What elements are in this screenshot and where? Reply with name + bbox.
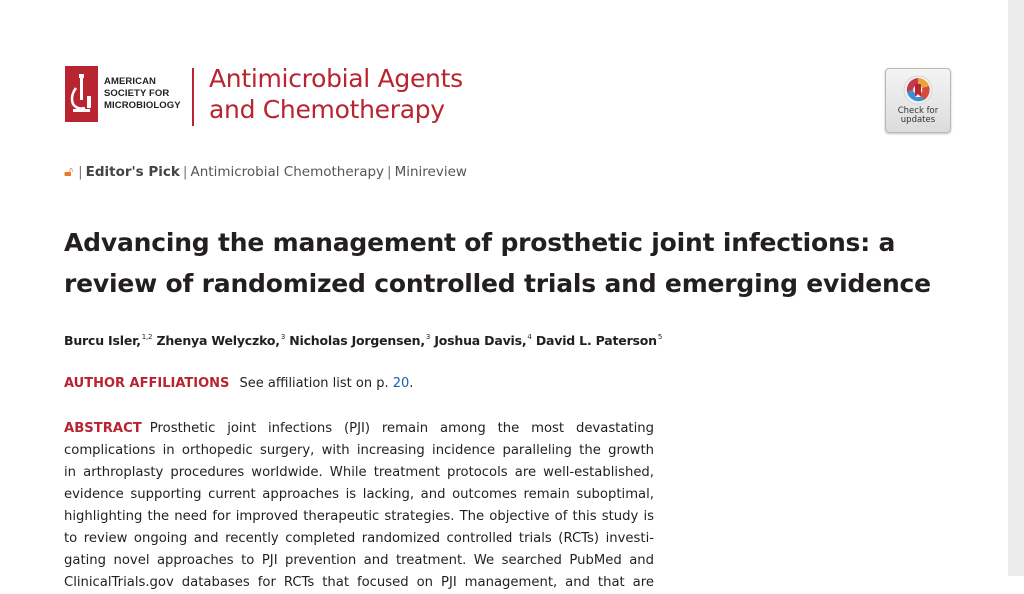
- publisher-name-line: MICROBIOLOGY: [104, 100, 181, 111]
- author-affiliation-index: 3: [280, 333, 286, 341]
- publisher-name-line: AMERICAN: [104, 76, 156, 87]
- crossmark-icon: [902, 74, 934, 106]
- author-affiliations: [64, 376, 413, 391]
- viewer-scroll-gutter[interactable]: [1008, 0, 1024, 576]
- affiliations-text: See affiliation list on p.: [239, 376, 389, 391]
- journal-title[interactable]: [209, 63, 463, 125]
- publisher-name-line: SOCIETY FOR: [104, 88, 170, 99]
- article-title-line: review of randomized controlled trials and emerging evidence: [64, 269, 931, 298]
- abstract-label: ABSTRACT: [64, 421, 142, 436]
- author-affiliation-index: 3: [425, 333, 431, 341]
- publisher-name: [104, 76, 181, 112]
- author-name-text: Nicholas Jorgensen,: [289, 333, 425, 348]
- author-name[interactable]: [64, 333, 152, 348]
- separator: |: [182, 164, 188, 180]
- logo-divider: [192, 68, 194, 126]
- abstract-line: highlighting the need for improved therapeutic strategies. The objective of this study is: [64, 509, 654, 524]
- author-name-text: Joshua Davis,: [434, 333, 527, 348]
- asm-emblem-icon: [65, 66, 98, 122]
- author-name[interactable]: [156, 333, 285, 348]
- article-title-line: Advancing the management of prosthetic joint infections: a: [64, 228, 896, 257]
- abstract-line: ClinicalTrials.gov databases for RCTs that focused on PJI management, and that are: [64, 575, 654, 590]
- article-category: [64, 164, 467, 180]
- author-affiliation-index: 1,2: [141, 333, 153, 341]
- author-name-text: Zhenya Welyczko,: [156, 333, 280, 348]
- abstract-text: Prosthetic joint infections (PJI) remain among the most devastating: [149, 421, 654, 436]
- publisher-logo[interactable]: [65, 66, 181, 122]
- abstract-line: gating novel approaches to PJI prevention and treatment. We searched PubMed and: [64, 553, 654, 568]
- abstract: [64, 418, 654, 594]
- abstract-line: complications in orthopedic surgery, with increasing incidence paralleling the growth: [64, 443, 654, 458]
- section-label: Antimicrobial Chemotherapy: [190, 164, 385, 180]
- abstract-line: in arthroplasty procedures worldwide. While treatment protocols are well-established,: [64, 465, 654, 480]
- abstract-line: [64, 418, 654, 440]
- check-for-updates-label: [886, 107, 950, 125]
- article-title: [64, 222, 964, 304]
- separator: |: [78, 164, 83, 180]
- author-affiliation-index: 5: [657, 333, 663, 341]
- check-for-updates-button[interactable]: [885, 68, 951, 133]
- affiliations-end: .: [409, 376, 414, 391]
- author-affiliation-index: 4: [527, 333, 532, 341]
- author-name[interactable]: [434, 333, 531, 348]
- author-name-text: Burcu Isler,: [64, 333, 141, 348]
- affiliations-label: AUTHOR AFFILIATIONS: [64, 376, 230, 391]
- author-name-text: David L. Paterson: [535, 333, 657, 348]
- journal-title-line: Antimicrobial Agents: [209, 64, 463, 93]
- journal-title-line: and Chemotherapy: [209, 95, 445, 124]
- author-name[interactable]: [289, 333, 430, 348]
- affiliation-page-link[interactable]: 20: [392, 376, 410, 391]
- abstract-line: to review ongoing and recently completed randomized controlled trials (RCTs) investi-: [64, 531, 654, 546]
- article-type-label: Minireview: [394, 164, 467, 180]
- author-name[interactable]: [536, 333, 662, 348]
- separator: |: [387, 164, 392, 180]
- badge-line: updates: [900, 115, 936, 125]
- badge-line: Check for: [897, 106, 939, 116]
- open-access-icon: 🔓︎: [64, 164, 74, 180]
- abstract-line: evidence supporting current approaches is lacking, and outcomes remain suboptimal,: [64, 487, 654, 502]
- editors-pick-label: Editor's Pick: [85, 164, 180, 180]
- author-list: [64, 333, 662, 348]
